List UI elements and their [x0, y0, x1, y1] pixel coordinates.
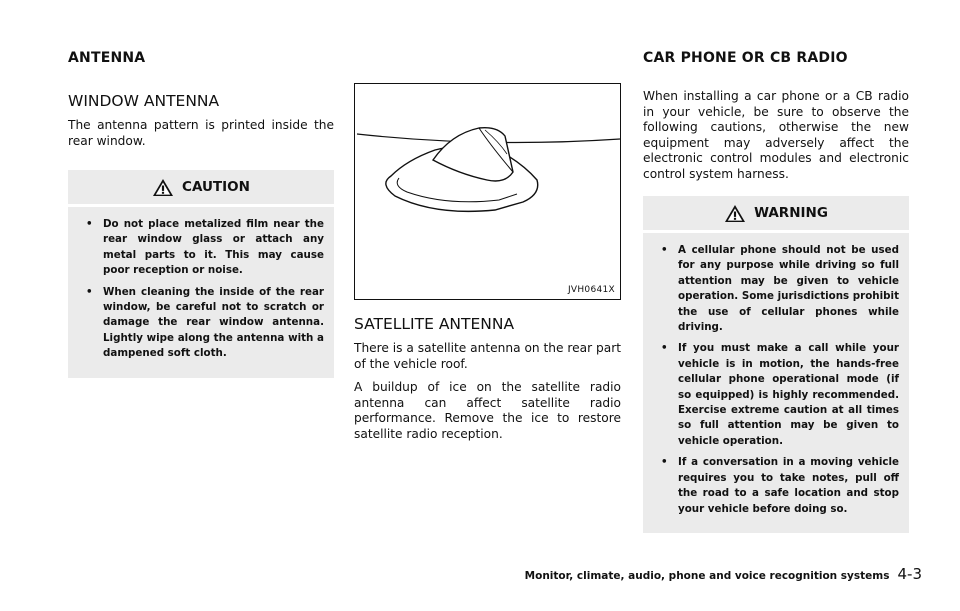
- warning-box: [643, 196, 909, 533]
- caution-item-text: When cleaning the inside of the rear window, be careful not to scratch or damage the rear window antenna. Lightly wipe along the antenna with a dampened soft cloth.: [103, 285, 324, 360]
- car-phone-heading: CAR PHONE OR CB RADIO: [643, 50, 848, 66]
- bullet: •: [86, 218, 93, 230]
- satellite-paragraph-1: There is a satellite antenna on the rear part of the vehicle roof.: [354, 341, 621, 371]
- satellite-antenna-figure: [354, 83, 621, 300]
- bullet: •: [661, 244, 668, 256]
- page-number: 4-3: [897, 565, 922, 583]
- caution-list: [78, 217, 324, 362]
- figure-code: JVH0641X: [567, 285, 615, 295]
- left-column: [68, 92, 334, 378]
- list-item: [653, 243, 899, 335]
- caution-title-bar: [68, 170, 334, 207]
- list-item: [78, 285, 324, 362]
- car-phone-paragraph: When installing a car phone or a CB radio in your vehicle, be sure to observe the following cautions, otherwise the new equipment may adversely affect the electronic control modules and electronic control system harness.: [643, 89, 909, 181]
- satellite-paragraph-2: A buildup of ice on the satellite radio antenna can affect satellite radio performance. Remove the ice to restore satellite radio reception.: [354, 380, 621, 441]
- window-antenna-paragraph: The antenna pattern is printed inside the rear window.: [68, 118, 334, 148]
- list-item: [78, 217, 324, 279]
- caution-item-text: Do not place metalized film near the rear window glass or attach any metal parts to it. This may cause poor reception or noise.: [103, 218, 324, 277]
- list-item: [653, 341, 899, 449]
- warning-item-text: If you must make a call while your vehicle is in motion, the hands-free cellular phone operational mode (if so equipped) is highly recommended. Exercise extreme caution at all times so full attention may be given to vehicle operation.: [678, 342, 899, 447]
- satellite-antenna-subheading: SATELLITE ANTENNA: [354, 315, 515, 333]
- list-item: [653, 455, 899, 517]
- shark-fin-antenna-illustration: [355, 84, 620, 299]
- bullet: •: [86, 285, 93, 298]
- warning-triangle-icon: [724, 204, 746, 223]
- footer-chapter-title: Monitor, climate, audio, phone and voice recognition systems: [524, 570, 890, 582]
- caution-title: CAUTION: [182, 179, 250, 195]
- right-column: [643, 89, 909, 533]
- warning-title-bar: [643, 196, 909, 233]
- antenna-heading: ANTENNA: [68, 50, 146, 66]
- caution-box: [68, 170, 334, 378]
- warning-item-text: If a conversation in a moving vehicle requires you to take notes, pull off the road to a safe location and stop your vehicle before doing so.: [678, 456, 899, 515]
- warning-item-text: A cellular phone should not be used for any purpose while driving so full attention may be given to vehicle operation. Some jurisdictions prohibit the use of cellular phones while driving.: [678, 244, 899, 334]
- warning-triangle-icon: [152, 178, 174, 197]
- warning-title: WARNING: [754, 205, 828, 221]
- bullet: •: [661, 342, 668, 355]
- bullet: •: [661, 456, 668, 469]
- page-footer: [525, 565, 922, 583]
- middle-column: [354, 315, 621, 450]
- warning-list: [653, 243, 899, 517]
- window-antenna-subheading: WINDOW ANTENNA: [68, 92, 220, 110]
